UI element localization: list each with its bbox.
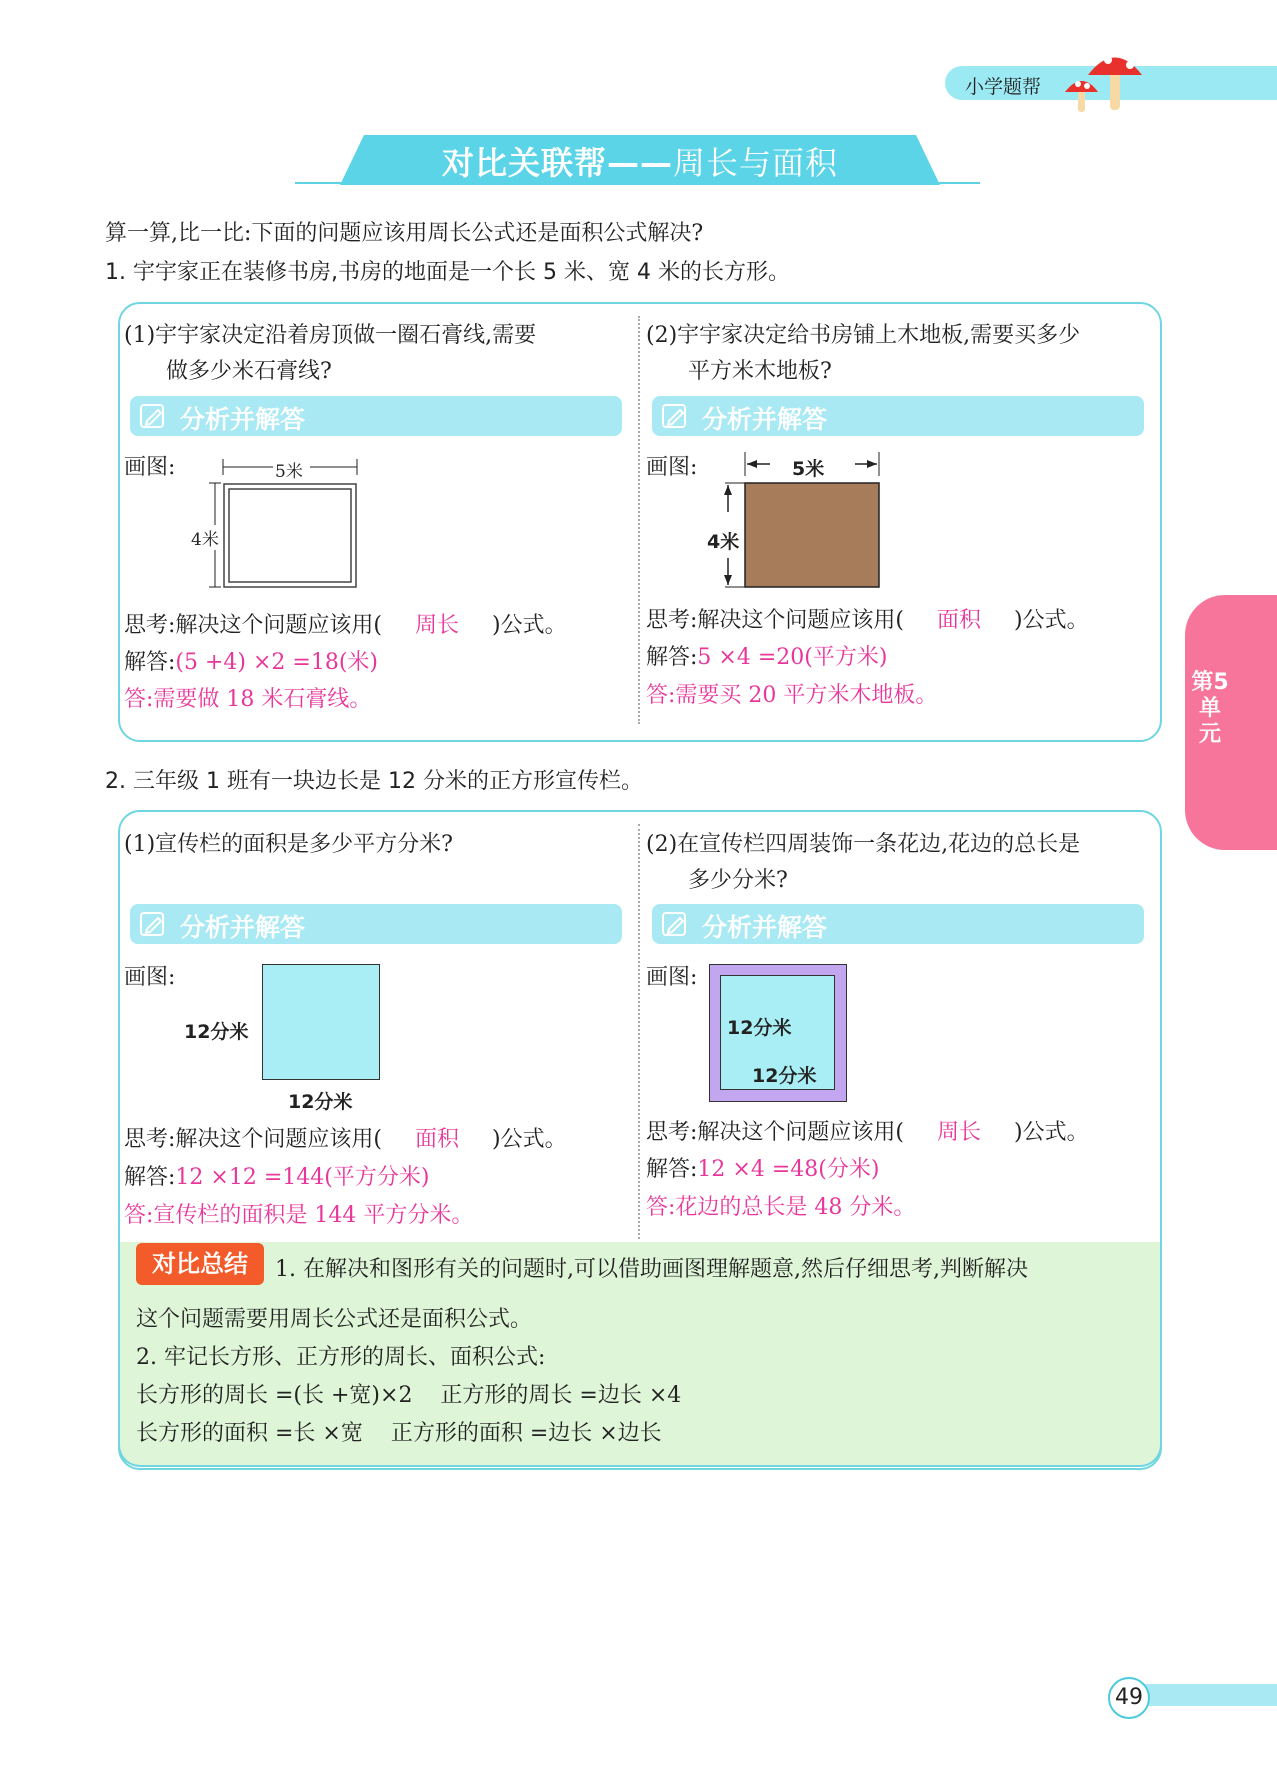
p2-right-bottom-label: 12分米 [752, 1065, 817, 1087]
p1-right-width-label: 4米 [707, 531, 740, 553]
p1-right-solve [646, 640, 887, 671]
p1-right-answer: 答:需要买 20 平方米木地板。 [646, 683, 938, 708]
summary-line-2: 这个问题需要用周长公式还是面积公式。 [136, 1307, 533, 1332]
p1-right-length-label: 5米 [792, 458, 825, 480]
p2-left-bottom-label: 12分米 [288, 1091, 353, 1113]
think-answer: 周长 [936, 1120, 981, 1145]
p1-right-band-label: 分析并解答 [702, 405, 828, 434]
think-prefix: 思考:解决这个问题应该用( [124, 1127, 382, 1152]
p2-right-question-1: (2)在宣传栏四周装饰一条花边,花边的总长是 [646, 832, 1081, 857]
think-answer: 面积 [414, 1127, 459, 1152]
think-prefix: 思考:解决这个问题应该用( [124, 613, 382, 638]
pencil-icon [660, 401, 690, 431]
brand-label: 小学题帮 [965, 76, 1042, 98]
p1-left-answer: 答:需要做 18 米石膏线。 [124, 687, 372, 712]
p1-left-question-2: 做多少米石膏线? [166, 359, 332, 384]
p2-left-draw-label: 画图: [124, 965, 176, 990]
summary-line-5: 长方形的面积 =长 ×宽 正方形的面积 =边长 ×边长 [136, 1421, 662, 1446]
p2-right-think [646, 1115, 1089, 1146]
pencil-icon [138, 401, 168, 431]
p2-right-analysis-band [652, 904, 1144, 944]
problem2-stem: 2. 三年级 1 班有一块边长是 12 分米的正方形宣传栏。 [105, 769, 643, 794]
p2-left-answer: 答:宣传栏的面积是 144 平方分米。 [124, 1203, 474, 1228]
p2-left-band-label: 分析并解答 [180, 913, 306, 942]
p1-right-think [646, 603, 1089, 634]
page-number: 49 [1108, 1677, 1150, 1719]
think-suffix: )公式。 [1014, 1120, 1089, 1145]
p1-left-think [124, 608, 567, 639]
problem1-stem: 1. 宇宇家正在装修书房,书房的地面是一个长 5 米、宽 4 米的长方形。 [105, 260, 790, 285]
think-prefix: 思考:解决这个问题应该用( [646, 608, 904, 633]
solve-answer: 5 ×4 =20(平方米) [697, 645, 888, 670]
solve-prefix: 解答: [646, 645, 698, 670]
p2-right-draw-label: 画图: [646, 965, 698, 990]
p1-left-length-label: 5米 [273, 457, 305, 482]
p1-left-question-1: (1)宇宇家决定沿着房顶做一圈石膏线,需要 [124, 323, 537, 348]
mushroom-icon [1060, 40, 1150, 120]
p1-left-draw-label: 画图: [124, 455, 176, 480]
p2-right-solve [646, 1152, 879, 1183]
think-prefix: 思考:解决这个问题应该用( [646, 1120, 904, 1145]
p2-left-think [124, 1122, 567, 1153]
problem2-divider [638, 824, 640, 1239]
p2-right-question-2: 多少分米? [688, 868, 788, 893]
p2-right-band-label: 分析并解答 [702, 913, 828, 942]
solve-answer: 12 ×4 =48(分米) [697, 1157, 880, 1182]
think-suffix: )公式。 [492, 1127, 567, 1152]
title-sub: 周长与面积 [673, 144, 839, 182]
intro-text: 算一算,比一比:下面的问题应该用周长公式还是面积公式解决? [105, 221, 704, 246]
p2-left-board-square [262, 964, 380, 1080]
p1-right-analysis-band [652, 396, 1144, 436]
solve-answer: 12 ×12 =144(平方分米) [175, 1165, 430, 1190]
think-suffix: )公式。 [492, 613, 567, 638]
title-main: 对比关联帮 [441, 144, 607, 182]
summary-line-3: 2. 牢记长方形、正方形的周长、面积公式: [136, 1345, 546, 1370]
title-dash: —— [607, 144, 673, 182]
solve-prefix: 解答: [124, 650, 176, 675]
p1-left-solve [124, 645, 378, 676]
p1-left-analysis-band [130, 396, 622, 436]
problem1-divider [638, 316, 640, 724]
solve-prefix: 解答: [124, 1165, 176, 1190]
p2-left-analysis-band [130, 904, 622, 944]
p1-right-question-1: (2)宇宇家决定给书房铺上木地板,需要买多少 [646, 323, 1081, 348]
p1-left-band-label: 分析并解答 [180, 405, 306, 434]
p2-right-top-label: 12分米 [727, 1017, 792, 1039]
page-number-strip [1135, 1684, 1277, 1706]
p1-left-width-label: 4米 [191, 525, 219, 550]
summary-line-1: 1. 在解决和图形有关的问题时,可以借助画图理解题意,然后仔细思考,判断解决 [275, 1257, 1028, 1282]
solve-answer: (5 +4) ×2 =18(米) [175, 650, 379, 675]
solve-prefix: 解答: [646, 1157, 698, 1182]
pencil-icon [138, 909, 168, 939]
think-suffix: )公式。 [1014, 608, 1089, 633]
p1-right-question-2: 平方米木地板? [688, 359, 832, 384]
page-title [340, 138, 940, 184]
p2-left-solve [124, 1160, 429, 1191]
p2-left-side-label: 12分米 [184, 1021, 249, 1043]
summary-line-4: 长方形的周长 =(长 +宽)×2 正方形的周长 =边长 ×4 [136, 1383, 682, 1408]
pencil-icon [660, 909, 690, 939]
p1-right-draw-label: 画图: [646, 455, 698, 480]
think-answer: 面积 [936, 608, 981, 633]
p2-right-answer: 答:花边的总长是 48 分米。 [646, 1195, 916, 1220]
think-answer: 周长 [414, 613, 459, 638]
summary-tag: 对比总结 [136, 1243, 264, 1285]
p2-left-question-1: (1)宣传栏的面积是多少平方分米? [124, 832, 453, 857]
unit-label: 第5单元 [1191, 670, 1229, 747]
